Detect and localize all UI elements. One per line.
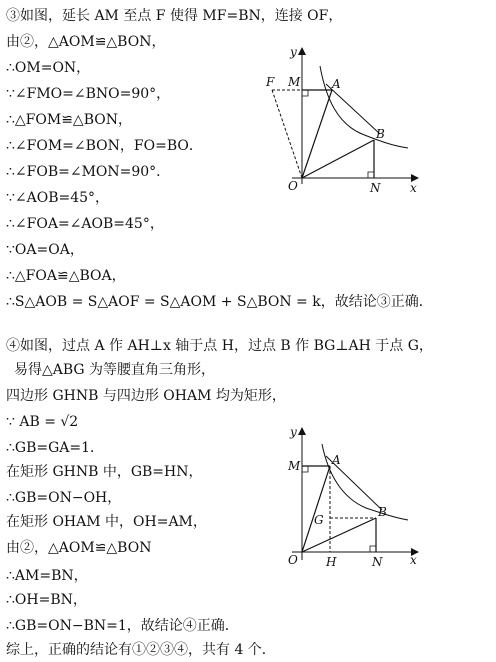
label-y: y — [290, 425, 297, 439]
p3-line-4: ∵∠FMO=∠BNO=90°， — [6, 86, 171, 102]
p4-line-6: 在矩形 GHNB 中，GB=HN， — [6, 464, 203, 480]
right-angle-N — [368, 172, 374, 178]
p3-line-11: ∴△FOA≌△BOA， — [6, 268, 126, 284]
p4-line-5: ∴GB=GA=1． — [6, 440, 105, 456]
p3-line-1: ③如图，延长 AM 至点 F 使得 MF=BN，连接 OF， — [6, 8, 343, 24]
p3-line-2: 由②，△AOM≌△BON， — [6, 34, 166, 50]
label-N: N — [372, 555, 383, 569]
p4-line-2: 易得△ABG 为等腰直角三角形， — [14, 362, 216, 378]
p4-line-11: ∴OH=BN， — [6, 592, 87, 608]
p4-line-10: ∴AM=BN， — [6, 568, 88, 584]
figure-part3 — [262, 44, 422, 194]
p3-line-3: ∴OM=ON， — [6, 60, 91, 76]
label-M: M — [288, 75, 301, 89]
p4-line-12: ∴GB=ON−BN=1，故结论④正确． — [6, 618, 239, 634]
p3-line-6: ∴∠FOM=∠BON，FO=BO． — [6, 138, 203, 154]
right-angle-M — [302, 90, 308, 96]
p4-line-7: ∴GB=ON−OH， — [6, 490, 122, 506]
p4-line-4: ∵ AB = √2 — [6, 414, 79, 430]
segment-OA — [302, 466, 330, 552]
label-N: N — [370, 181, 381, 194]
right-angle-N — [370, 546, 376, 552]
label-A: A — [332, 77, 341, 91]
p4-line-9: 由②，△AOM≌△BON — [6, 540, 152, 556]
p3-line-7: ∴∠FOB=∠MON=90°． — [6, 164, 171, 180]
right-angle-M — [302, 466, 308, 472]
segment-FO-dashed — [272, 90, 302, 178]
p3-line-8: ∵∠AOB=45°， — [6, 190, 110, 206]
figure-part4 — [262, 424, 422, 569]
label-y: y — [290, 45, 297, 59]
p3-line-5: ∴△FOM≌△BON， — [6, 112, 132, 128]
p3-line-9: ∴∠FOA=∠AOB=45°， — [6, 216, 164, 232]
p3-line-10: ∵OA=OA， — [6, 242, 84, 258]
label-G: G — [314, 513, 324, 527]
label-x: x — [410, 181, 417, 194]
label-O: O — [288, 179, 298, 193]
p3-line-12: ∴S△AOB = S△AOF = S△AOM + S△BON = k，故结论③正确． — [6, 294, 433, 310]
label-B: B — [376, 127, 385, 141]
label-H: H — [326, 555, 337, 569]
label-O: O — [288, 553, 298, 567]
p4-line-1: ④如图，过点 A 作 AH⊥x 轴于点 H，过点 B 作 BG⊥AH 于点 G， — [6, 338, 433, 354]
label-x: x — [410, 553, 417, 567]
label-A: A — [332, 453, 341, 467]
p4-line-8: 在矩形 OHAM 中，OH=AM， — [6, 514, 207, 530]
label-M: M — [288, 459, 301, 473]
label-F: F — [266, 75, 275, 89]
p4-line-13: 综上，正确的结论有①②③④，共有 4 个． — [6, 642, 276, 658]
label-B: B — [378, 505, 387, 519]
p4-line-3: 四边形 GHNB 与四边形 OHAM 均为矩形， — [6, 388, 286, 404]
